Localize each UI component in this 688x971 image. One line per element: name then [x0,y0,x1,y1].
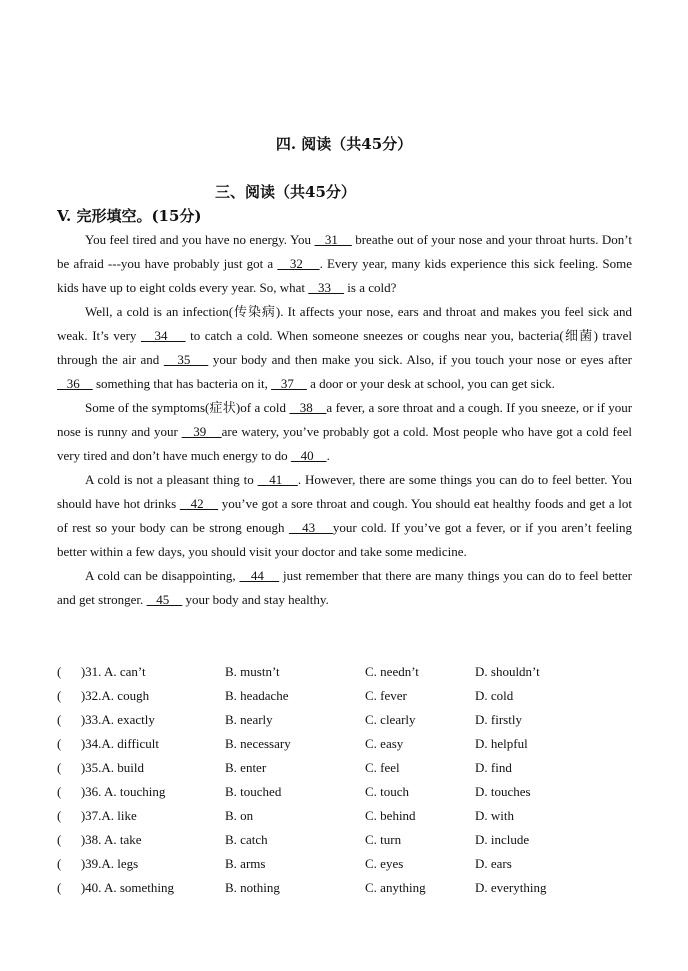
answer-blank: 41 [257,472,298,487]
passage-text: A cold can be disappointing, [85,568,240,583]
option-c: C. behind [365,808,416,823]
question-row [57,756,657,780]
option-b: B. on [225,808,254,823]
question-row [57,804,657,828]
answer-blank: 43 [288,520,333,535]
cloze-section-title: V. 完形填空。(15分) [57,207,202,225]
passage-text: your body and stay healthy. [182,592,329,607]
option-b: B. mustn’t [225,664,280,679]
question-stem-option-a: ( )36. A. touching [57,784,166,799]
question-stem-option-a: ( )31. A. can’t [57,664,146,679]
option-c: C. eyes [365,856,404,871]
answer-blank: 45 [146,592,183,607]
passage-text: . [326,448,330,463]
question-stem-option-a: ( )35.A. build [57,760,145,775]
option-d: D. firstly [475,712,522,727]
question-row [57,684,657,708]
question-stem-option-a: ( )37.A. like [57,808,137,823]
question-stem-option-a: ( )38. A. take [57,832,142,847]
question-stem-option-a: ( )33.A. exactly [57,712,155,727]
passage-text: . Every year, many kids experience this sick feeling. Some kids have up to eight colds every year. So, what [57,256,633,295]
passage-text: something that has bacteria on it, [92,376,272,391]
question-row [57,852,657,876]
option-d: D. everything [475,880,547,895]
option-c: C. turn [365,832,402,847]
option-c: C. clearly [365,712,416,727]
option-d: D. with [475,808,514,823]
passage-text: a door or your desk at school, you can get sick. [306,376,555,391]
option-c: C. fever [365,688,407,703]
option-d: D. find [475,760,512,775]
answer-blank: 35 [163,352,209,367]
question-stem-option-a: ( )39.A. legs [57,856,139,871]
answer-blank: 38 [289,400,327,415]
passage-paragraph [57,564,632,612]
passage-paragraph [57,228,632,300]
answer-blank: 40 [290,448,327,463]
passage-text: are watery, you’ve probably got a cold. Most people who have got a cold feel very tired and don’t have much energy to do [57,424,632,463]
answer-blank: 31 [314,232,352,247]
option-d: D. ears [475,856,512,871]
option-b: B. nothing [225,880,280,895]
question-row [57,828,657,852]
question-stem-option-a: ( )40. A. something [57,880,174,895]
passage-text: your body and then make you sick. Also, if you touch your nose or eyes after [208,352,632,367]
passage-paragraph [57,468,632,564]
section-heading-3: 三、阅读（共45分） [215,183,356,201]
question-row [57,780,657,804]
passage-text: A cold is not a pleasant thing to [85,472,258,487]
section-heading-4: 四. 阅读（共45分） [275,135,413,153]
question-row [57,876,657,900]
option-c: C. easy [365,736,404,751]
option-d: D. shouldn’t [475,664,540,679]
question-options-list [57,660,657,900]
option-b: B. arms [225,856,266,871]
cloze-passage [57,228,632,612]
option-b: B. headache [225,688,289,703]
option-b: B. necessary [225,736,291,751]
answer-blank: 34 [140,328,186,343]
passage-text: Well, a cold is an infection(传染病). It affects your nose, ears and throat and makes you feel sick and weak. It’s very [57,304,632,343]
passage-text: a fever, a sore throat and a cough. If you sneeze, or if your nose is runny and your [57,400,633,439]
answer-blank: 37 [271,376,307,391]
passage-text: to catch a cold. When someone sneezes or coughs near you, bacteria(细菌) travel through the air and [57,328,633,367]
answer-blank: 32 [277,256,320,271]
passage-text: You feel tired and you have no energy. You [85,232,315,247]
answer-blank: 42 [179,496,219,511]
option-c: C. needn’t [365,664,419,679]
question-row [57,708,657,732]
answer-blank: 44 [239,568,280,583]
passage-paragraph [57,300,632,396]
answer-blank: 36 [57,376,93,391]
option-c: C. touch [365,784,410,799]
passage-text: . However, there are some things you can do to feel better. You should have hot drinks [57,472,633,511]
passage-text: you’ve got a sore throat and cough. You should eat healthy foods and get a lot of rest so your body can be strong enough [57,496,632,535]
option-c: C. anything [365,880,426,895]
question-row [57,732,657,756]
option-b: B. catch [225,832,268,847]
option-c: C. feel [365,760,400,775]
question-stem-option-a: ( )32.A. cough [57,688,150,703]
answer-blank: 39 [181,424,222,439]
option-b: B. touched [225,784,282,799]
option-d: D. include [475,832,530,847]
option-d: D. helpful [475,736,528,751]
option-d: D. cold [475,688,514,703]
passage-text: breathe out of your nose and your throat hurts. Don’t be afraid ---you have probably just got a [57,232,633,271]
question-stem-option-a: ( )34.A. difficult [57,736,159,751]
option-d: D. touches [475,784,531,799]
passage-text: just remember that there are many things you can do to feel better and get stronger. [57,568,632,607]
passage-text: your cold. If you’ve got a fever, or if you aren’t feeling better within a few days, you should visit your doctor and take some medicine. [57,520,633,559]
passage-text: Some of the symptoms(症状)of a cold [85,400,290,415]
option-b: B. enter [225,760,267,775]
option-b: B. nearly [225,712,273,727]
passage-text: is a cold? [344,280,397,295]
question-row [57,660,657,684]
passage-paragraph [57,396,632,468]
answer-blank: 33 [308,280,345,295]
